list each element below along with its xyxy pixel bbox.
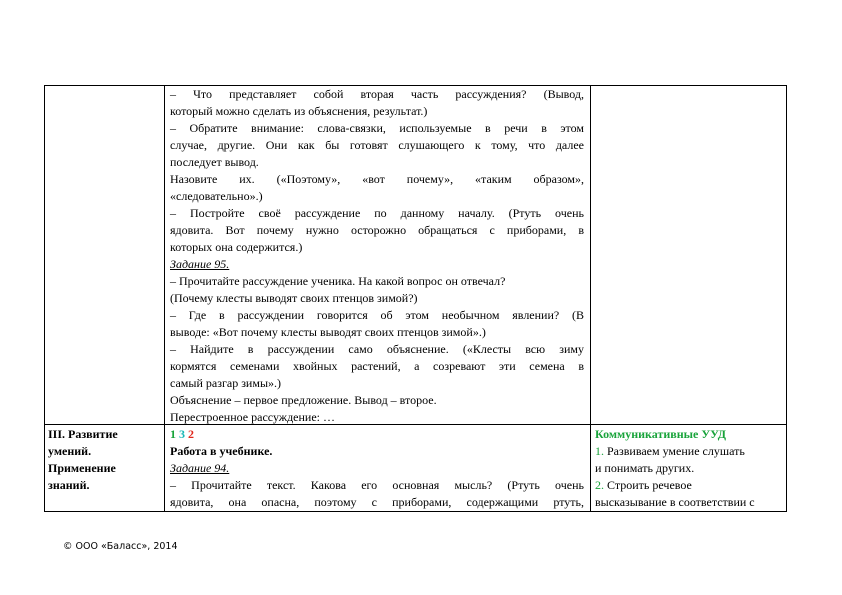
- column-divider-1: [164, 85, 165, 512]
- number-teal: 3: [179, 427, 185, 441]
- stage-title: III. Развитие: [48, 427, 118, 441]
- text-line: самый разгар зимы».): [170, 376, 282, 390]
- text-line: – Прочитайте рассуждение ученика. На какой вопрос он отвечал?: [170, 274, 506, 288]
- text-line: – Постройте своё рассуждение по данному началу. (Ртуть очень: [170, 206, 584, 220]
- text-line: (Почему клесты выводят своих птенцов зимой?): [170, 291, 418, 305]
- text-line: которых она содержится.): [170, 240, 303, 254]
- text-line: кормятся семенами хвойных растений, а созревают эти семена в: [170, 359, 584, 373]
- text-line: Перестроенное рассуждение: …: [170, 410, 336, 424]
- table-right-border: [786, 85, 787, 512]
- column-divider-2: [590, 85, 591, 512]
- text-line: случае, другие. Они как бы готовят слушающего к тому, что далее: [170, 138, 584, 152]
- copyright-footer: © ООО «Баласс», 2014: [63, 541, 178, 552]
- text-line: – Что представляет собой вторая часть рассуждения? (Вывод,: [170, 87, 584, 101]
- work-title: Работа в учебнике.: [170, 444, 273, 458]
- text-line: «следовательно».): [170, 189, 263, 203]
- uud-heading: Коммуникативные УУД: [595, 427, 727, 441]
- uud-item-text: Строить речевое: [607, 478, 692, 492]
- text-line: выводе: «Вот почему клесты выводят своих птенцов зимой».): [170, 325, 486, 339]
- text-line: – Где в рассуждении говорится об этом необычном явлении? (В: [170, 308, 584, 322]
- table-top-border: [44, 85, 787, 86]
- uud-item: [595, 444, 745, 459]
- uud-item-text: Развиваем умение слушать: [607, 444, 745, 458]
- uud-item: [595, 461, 694, 476]
- task-label: Задание 95.: [170, 257, 230, 271]
- table-bottom-border: [44, 511, 787, 512]
- stage-title: знаний.: [48, 478, 90, 492]
- section-numbers: [170, 427, 194, 442]
- row-divider: [44, 424, 787, 425]
- uud-item: [595, 478, 692, 493]
- text-line: ядовита. Вот почему нужно осторожно обращаться с приборами, в: [170, 223, 584, 237]
- uud-item-number: 1.: [595, 444, 604, 458]
- number-red: 2: [188, 427, 194, 441]
- stage-title: умений.: [48, 444, 92, 458]
- text-line: который можно сделать из объяснения, результат.): [170, 104, 428, 118]
- uud-item-number: 2.: [595, 478, 604, 492]
- text-line: Объяснение – первое предложение. Вывод – второе.: [170, 393, 437, 407]
- table-left-border: [44, 85, 45, 512]
- uud-item-text: и понимать других.: [595, 461, 695, 475]
- task-label: Задание 94.: [170, 461, 230, 475]
- uud-item-text: высказывание в соответствии с: [595, 495, 755, 509]
- text-line: – Прочитайте текст. Какова его основная мысль? (Ртуть очень: [170, 478, 584, 492]
- text-line: последует вывод.: [170, 155, 259, 169]
- uud-item: [595, 495, 755, 510]
- text-line: Назовите их. («Поэтому», «вот почему», «таким образом»,: [170, 172, 584, 186]
- number-green: 1: [170, 427, 176, 441]
- text-line: ядовита, она опасна, поэтому с приборами, содержащими ртуть,: [170, 495, 584, 509]
- text-line: – Обратите внимание: слова-связки, используемые в речи в этом: [170, 121, 584, 135]
- text-line: – Найдите в рассуждении само объяснение. («Клесты всю зиму: [170, 342, 584, 356]
- stage-title: Применение: [48, 461, 116, 475]
